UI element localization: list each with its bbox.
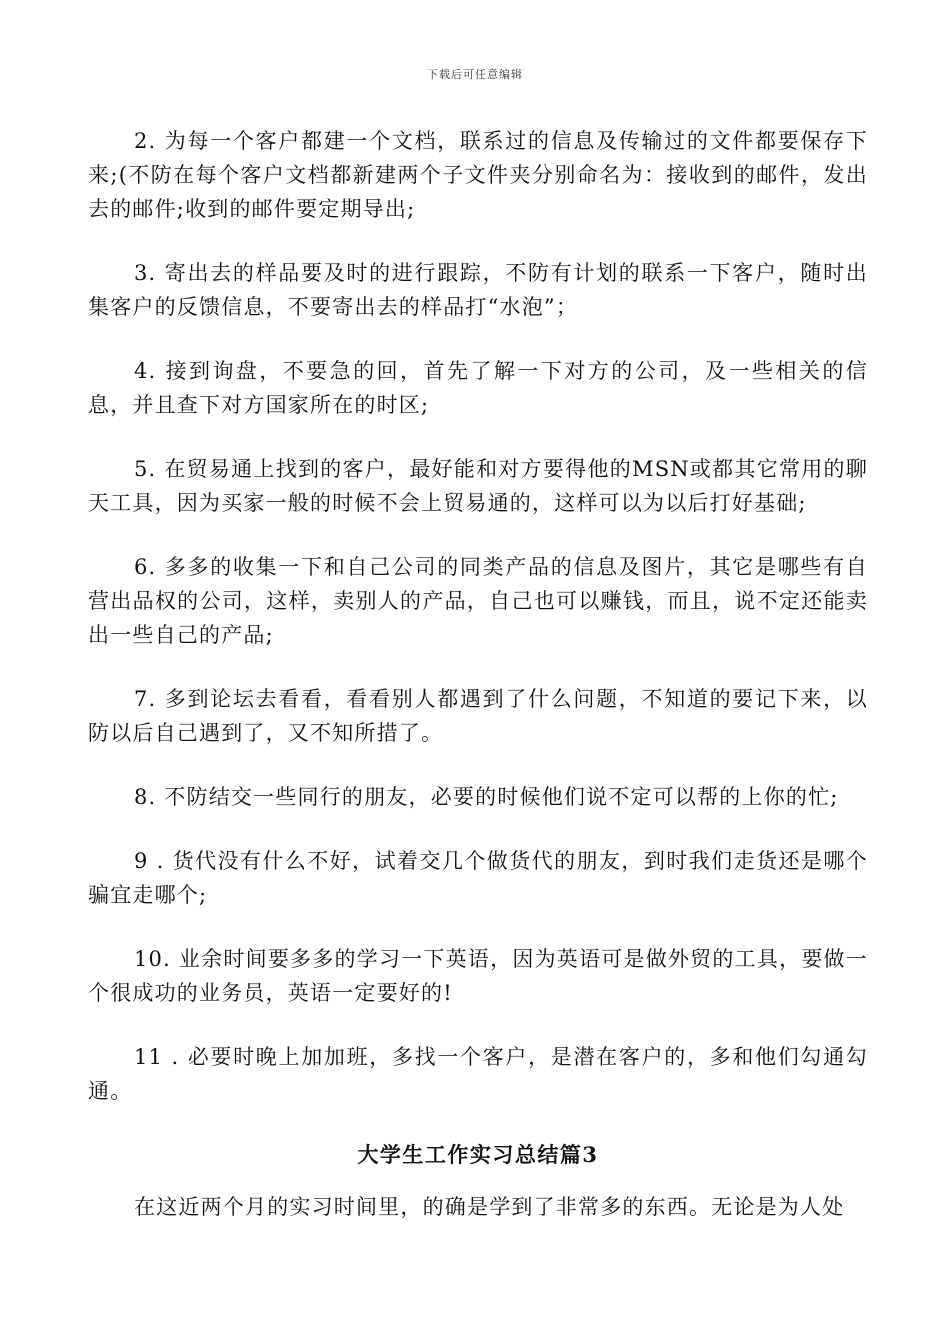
paragraph-item-3: 3. 寄出去的样品要及时的进行跟踪，不防有计划的联系一下客户，随时出集客户的反馈信息，不要寄出去的样品打“水泡”； [88, 261, 868, 319]
paragraph-intro: 在这近两个月的实习时间里，的确是学到了非常多的东西。无论是为人处 [134, 1195, 845, 1219]
paragraph-item-8: 8. 不防结交一些同行的朋友，必要的时候他们说不定可以帮的上你的忙; [134, 785, 839, 809]
paragraph-item-9: 9 . 货代没有什么不好，试着交几个做货代的朋友，到时我们走货还是哪个骗宜走哪个; [88, 849, 868, 907]
paragraph-item-11: 11 . 必要时晚上加加班，多找一个客户，是潜在客户的，多和他们勾通勾通。 [88, 1045, 868, 1103]
page-header: 下载后可任意编辑 [427, 68, 523, 81]
paragraph-item-2: 2. 为每一个客户都建一个文档，联系过的信息及传输过的文件都要保存下来;(不防在每个客户文档都新建两个子文件夹分别命名为：接收到的邮件，发出去的邮件;收到的邮件要定期导出; [88, 129, 868, 221]
paragraph-item-7: 7. 多到论坛去看看，看看别人都遇到了什么问题，不知道的要记下来，以防以后自己遇到了，又不知所措了。 [88, 687, 868, 745]
paragraph-item-10: 10. 业余时间要多多的学习一下英语，因为英语可是做外贸的工具，要做一个很成功的业务员，英语一定要好的! [88, 947, 868, 1005]
paragraph-item-5: 5. 在贸易通上找到的客户，最好能和对方要得他的MSN或都其它常用的聊天工具，因为买家一般的时候不会上贸易通的，这样可以为以后打好基础; [88, 457, 868, 515]
paragraph-item-4: 4. 接到询盘，不要急的回，首先了解一下对方的公司，及一些相关的信息，并且查下对方国家所在的时区; [88, 359, 868, 417]
section-heading: 大学生工作实习总结篇3 [357, 1142, 599, 1167]
document-body [88, 124, 868, 1254]
paragraph-item-6: 6. 多多的收集一下和自己公司的同类产品的信息及图片，其它是哪些有自营出品权的公司，这样，卖别人的产品，自己也可以赚钱，而且，说不定还能卖出一些自己的产品; [88, 555, 868, 647]
